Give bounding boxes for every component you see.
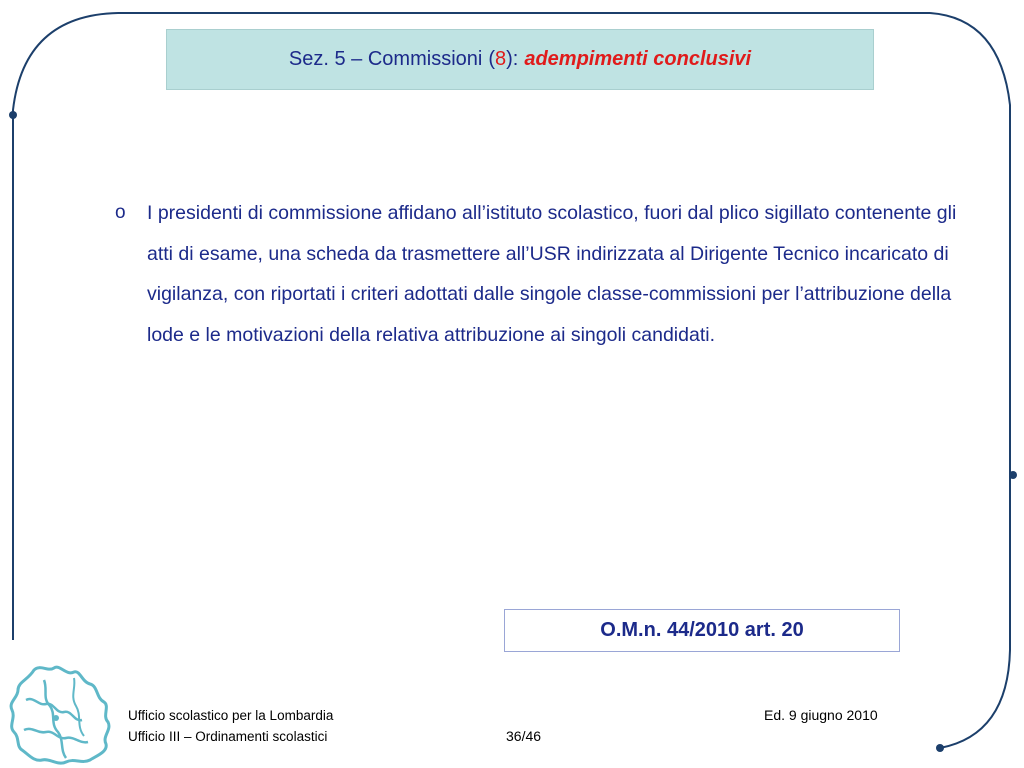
reference-box	[504, 609, 900, 652]
title-paren-open: (	[488, 48, 495, 70]
bullet-marker: o	[115, 202, 126, 223]
title-subtitle: adempimenti conclusivi	[524, 48, 752, 70]
reference-label: O.M.n. 44/2010 art. 20	[600, 619, 804, 641]
title-paren-close: ):	[506, 48, 519, 70]
lombardia-region-map-icon	[4, 660, 116, 768]
footer-office	[128, 705, 333, 747]
footer-office-line1: Ufficio scolastico per la Lombardia	[128, 708, 334, 723]
title-main: Sez. 5 – Commissioni	[288, 48, 483, 70]
footer-edition: Ed. 9 giugno 2010	[764, 707, 878, 723]
footer-office-line2: Ufficio III – Ordinamenti scolastici	[128, 729, 328, 744]
bullet-item	[115, 193, 975, 355]
page-number: 36/46	[506, 728, 542, 744]
title-number: 8	[495, 48, 507, 70]
bullet-text: I presidenti di commissione affidano all’istituto scolastico, fuori dal plico sigillato contenente gli atti di esame, una scheda da trasmettere all’USR indirizzata al Dirigente Tecnico incaricato di vigilanza, con riportati i criteri adottati dalle singole classe-commissioni per l’attribuzione della lode e le motivazioni della relativa attribuzione ai singoli candidati.	[147, 202, 957, 346]
slide-title	[166, 29, 874, 90]
